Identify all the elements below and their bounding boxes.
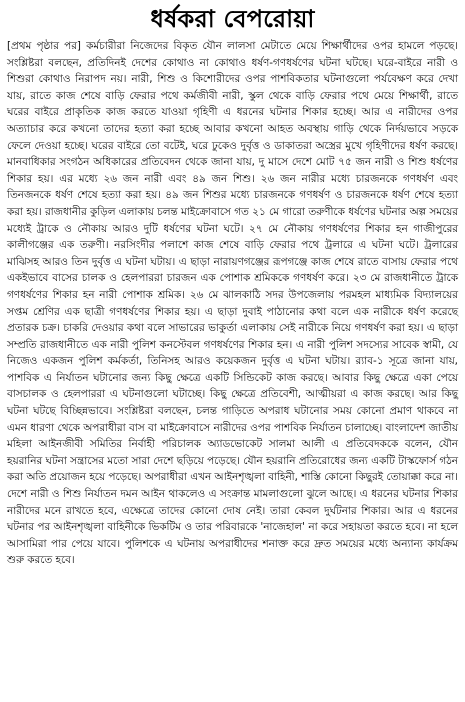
article-body-text: কর্মচারীরা নিজেদের বিকৃত যৌন লালসা মেটাতে মেয়ে শিক্ষার্থীদের ওপর হামলে পড়ছে। সংশ্লিষ্টরা বলছেন, প্রতিদিনই দেশের কোথাও না কোথাও ধর্ষণ-গণধর্ষণের ঘটনা ঘটছে। ঘরে-বাইরে নারী ও শিশুরা কোথাও নিরাপদ নয়। নারী, শিশু ও কিশোরীদের ওপর পাশবিকতার ঘটনাগুলো পর্যবেক্ষণ করে দেখা যায়, রাতে কাজ শেষে বাড়ি ফেরার পথে কর্মজীবী নারী, স্কুল থেকে বাড়ি ফেরার পথে মেয়ে শিক্ষার্থী, রাতে ঘরের বাইরে প্রাকৃতিক কাজ করতে যাওয়া গৃহিণী এ ধরনের ঘটনার শিকার হচ্ছে। আর এ নারীদের ওপর অত্যাচার করে কখনো তাদের হত্যা করা হচ্ছে আবার কখনো আহত অবস্থায় গাড়ি থেকে নির্দয়ভাবে সড়কে ফেলে দেওয়া হচ্ছে। ঘরের বাইরে তো বটেই, ঘরে ঢুকেও দুর্বৃত্ত ও ডাকাতরা অস্ত্রের মুখে গৃহিণীদের ধর্ষণ করছে। মানবাধিকার সংগঠন অধিকারের প্রতিবেদন থেকে জানা যায়, দু মাসে দেশে মোট ৭৫ জন নারী ও শিশু ধর্ষণের শিকার হয়। এর মধ্যে ২৬ জন নারী এবং ৪৯ জন শিশু। ২৬ জন নারীর মধ্যে চারজনকে গণধর্ষণ এবং তিনজনকে ধর্ষণ শেষে হত্যা করা হয়। ৪৯ জন শিশুর মধ্যে চারজনকে গণধর্ষণ ও চারজনকে ধর্ষণ শেষে হত্যা করা হয়। রাজধানীর কুড়িল এলাকায় চলন্ত মাইক্রোবাসে গত ২১ মে গারো তরুণীকে ধর্ষণের ঘটনার অল্প সময়ের মধ্যেই ট্রাকে ও নৌকায় আরও দুটি ধর্ষণের ঘটনা ঘটে। ২৭ মে নৌকায় গণধর্ষণের শিকার হন গাজীপুরের কালীগঞ্জের এক তরুণী। নরসিংদীর পলাশে কাজ শেষে বাড়ি ফেরার পথে ট্রলারে এ ঘটনা ঘটে। ট্রলারের মাঝিসহ আরও তিন দুর্বৃত্ত এ ঘটনা ঘটায়। এ ছাড়া নারায়ণগঞ্জের রূপগঞ্জে কাজ শেষে রাতে বাসায় ফেরার পথে একইভাবে বাসের চালক ও হেলপাররা চারজন এক পোশাক শ্রমিককে গণধর্ষণ করে। ২৩ মে রাজধানীতে ট্রাকে গণধর্ষণের শিকার হন নারী পোশাক শ্রমিক। ২৬ মে ঝালকাঠি সদর উপজেলায় পরমহল মাধ্যমিক বিদ্যালয়ের সপ্তম শ্রেণির এক ছাত্রী গণধর্ষণের শিকার হয়। এ ছাড়া দুবাই পাঠানোর কথা বলে এক নারীকে ধর্ষণ করেছে প্রতারক চক্র। চাকরি দেওয়ার কথা বলে সাভারের ভাকুর্তা এলাকায় সেই নারীকে নিয়ে গণধর্ষণ করা হয়। এ ছাড়া সম্প্রতি রাজধানীতে এক নারী পুলিশ কনস্টেবল গণধর্ষণের শিকার হন। এ নারী পুলিশ সদস্যের সাবেক স্বামী, যে নিজেও একজন পুলিশ কর্মকর্তা, তিনিসহ আরও কয়েকজন দুর্বৃত্ত এ ঘটনা ঘটায়। র‌্যাব-১ সূত্রে জানা যায়, পাশবিক এ নির্যাতন ঘটানোর জন্য কিছু ক্ষেত্রে একটি সিন্ডিকেট কাজ করছে। আবার কিছু ক্ষেত্রে একা পেয়ে বাসচালক ও হেলপাররা এ ঘটনাগুলো ঘটাচ্ছে। কিছু ক্ষেত্রে প্রতিবেশী, আত্মীয়রা এ কাজ করছে। আর কিছু ঘটনা ঘটছে বিচ্ছিন্নভাবে। সংশ্লিষ্টরা বলছেন, চলন্ত গাড়িতে অপরাধ ঘটানোর সময় কোনো প্রমাণ থাকবে না এমন ধারণা থেকে অপরাধীরা বাস বা মাইক্রোবাসে নারীদের ওপর পাশবিক নির্যাতন চালাচ্ছে। বাংলাদেশ জাতীয় মহিলা আইনজীবী সমিতির নির্বাহী পরিচালক অ্যাডভোকেট সালমা আলী এ প্রতিবেদককে বলেন, যৌন হয়রানির ঘটনা সন্ত্রাসের মতো সারা দেশে ছড়িয়ে পড়েছে। যৌন হয়রানি প্রতিরোধের জন্য একটি টাস্কফোর্স গঠন করা অতি প্রয়োজন হয়ে পড়েছে। অপরাধীরা এখন আইনশৃঙ্খলা বাহিনী, শাস্তি কোনো কিছুরই তোয়াক্কা করে না। দেশে নারী ও শিশু নির্যাতন দমন আইন থাকলেও এ সংক্রান্ত মামলাগুলো ঝুলে আছে। এ ধরনের ঘটনার শিকার নারীদের মনে রাখতে হবে, এক্ষেত্রে তাদের কোনো দোষ নেই। তারা কেবল দুর্ঘটনার শিকার। আর এ ধরনের ঘটনার পর আইনশৃঙ্খলা বাহিনীকে ভিকটিম ও তার পরিবারকে 'নাজেহাল' না করে সহায়তা করতে হবে। না হলে আসামিরা পার পেয়ে যাবে। পুলিশকে এ ঘটনায় অপরাধীদের শনাক্ত করে দ্রুত সময়ের মধ্যে অন্যান্য কার্যক্রম শুরু করতে হবে। xyxy=(7,40,458,567)
article-headline: ধর্ষকরা বেপরোয়া xyxy=(150,5,315,33)
continued-from-front-page-label: [প্রথম পৃষ্ঠার পর] xyxy=(7,40,81,52)
article-body xyxy=(7,38,458,569)
